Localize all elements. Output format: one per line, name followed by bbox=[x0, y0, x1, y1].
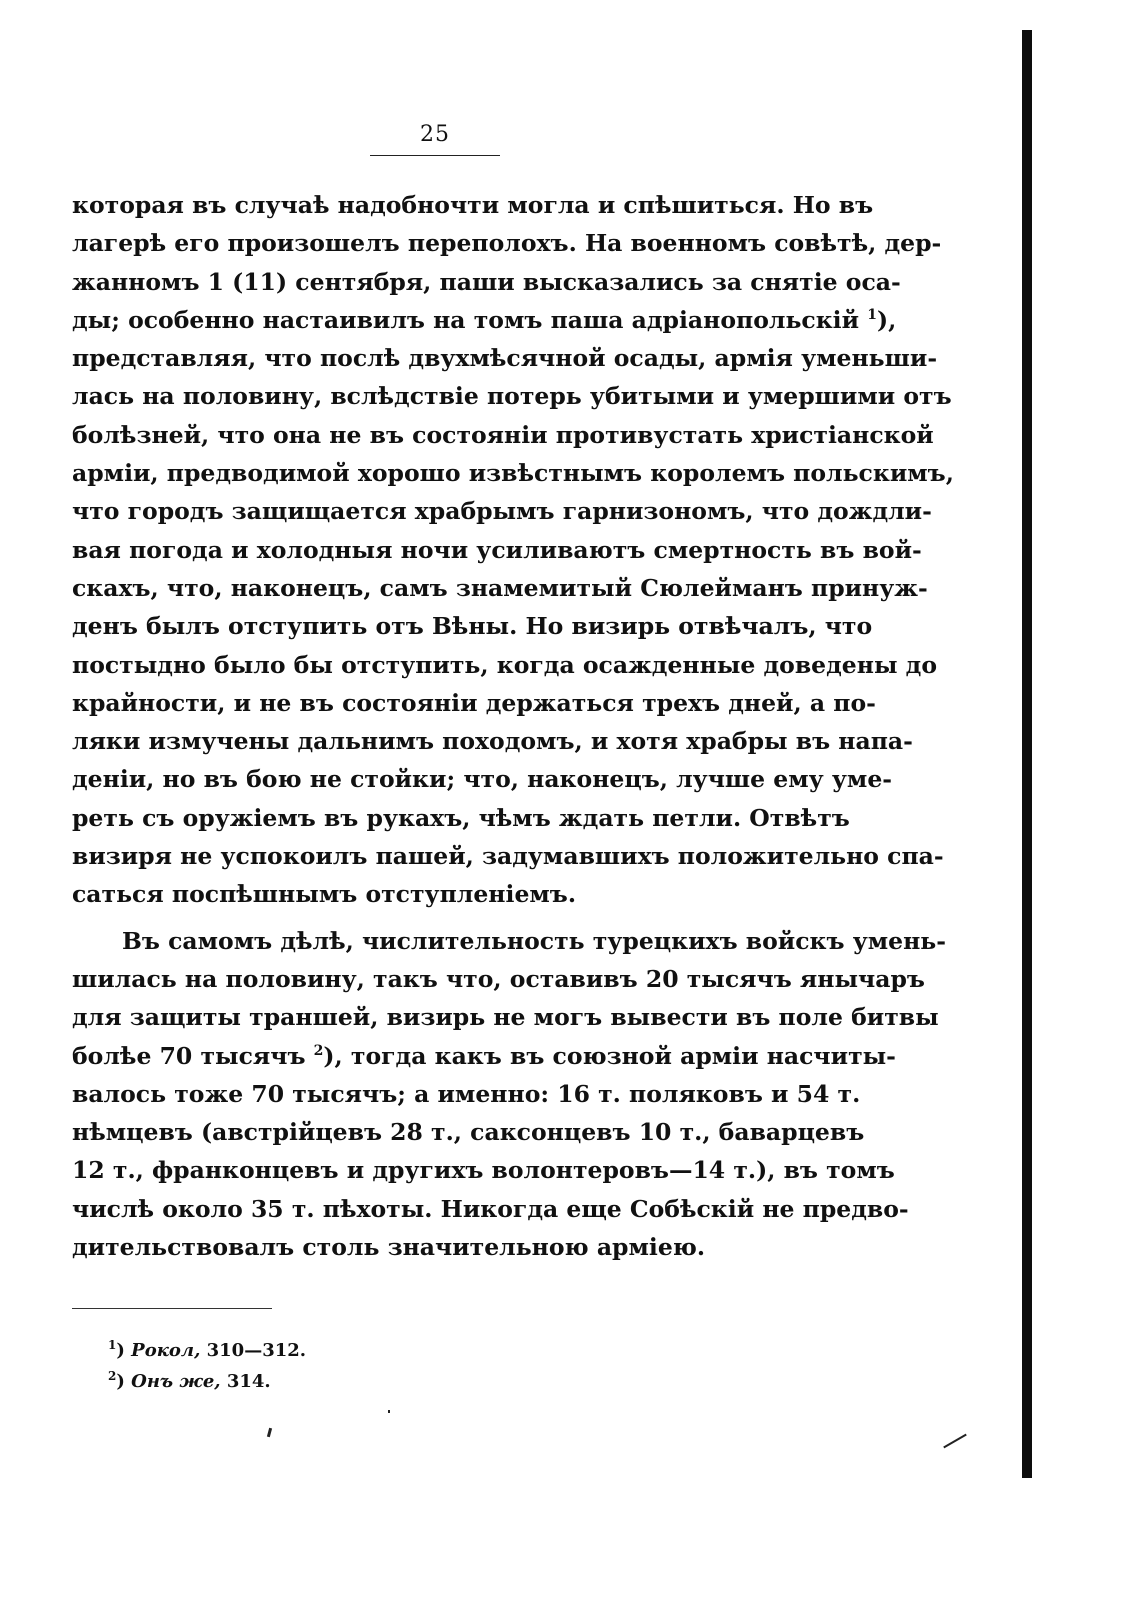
paragraph-2 bbox=[72, 922, 947, 1267]
text-line: валось тоже 70 тысячъ; а именно: 16 т. поляковъ и 54 т. bbox=[72, 1079, 861, 1108]
text-line bbox=[72, 1037, 896, 1075]
text-line: денъ былъ отступить отъ Вѣны. Но визирь отвѣчалъ, что bbox=[72, 612, 873, 641]
footnote-source: Онъ же, bbox=[131, 1371, 221, 1392]
text-line: жанномъ 1 (11) сентября, паши высказались за снятіе оса- bbox=[72, 267, 901, 296]
text-line: арміи, предводимой хорошо извѣстнымъ королемъ польскимъ, bbox=[72, 459, 954, 488]
scan-speck bbox=[943, 1434, 967, 1449]
text-line: Въ самомъ дѣлѣ, числительность турецкихъ войскъ умень- bbox=[122, 926, 947, 955]
scan-speck bbox=[267, 1428, 272, 1437]
text-line-tail: ), bbox=[876, 305, 897, 334]
text-line: деніи, но въ бою не стойки; что, наконецъ, лучше ему уме- bbox=[72, 765, 893, 794]
text-line: для защиты траншей, визирь не могъ вывести въ поле битвы bbox=[72, 1003, 939, 1032]
text-line: крайности, и не въ состояніи держаться трехъ дней, а по- bbox=[72, 688, 876, 717]
footnote-mark: 1 bbox=[108, 1338, 117, 1352]
footnote-mark-suffix: ) bbox=[116, 1340, 125, 1361]
text-line: дительствовалъ столь значительною арміею. bbox=[72, 1233, 706, 1262]
text-line-body: ды; особенно настаивилъ на томъ паша адріанопольскій bbox=[72, 305, 860, 334]
text-line: ляки измучены дальнимъ походомъ, и хотя храбры въ напа- bbox=[72, 727, 913, 756]
text-line: 12 т., франконцевъ и другихъ волонтеровъ—14 т.), въ томъ bbox=[72, 1156, 895, 1185]
text-line: лагерѣ его произошелъ переполохъ. На военномъ совѣтѣ, дер- bbox=[72, 229, 942, 258]
text-line: вая погода и холодныя ночи усиливаютъ смертность въ вой- bbox=[72, 535, 922, 564]
footnote-mark-suffix: ) bbox=[116, 1371, 125, 1392]
text-line: реть съ оружіемъ въ рукахъ, чѣмъ ждать петли. Отвѣтъ bbox=[72, 803, 850, 832]
footnote-ref: 1 bbox=[867, 307, 877, 324]
footnote bbox=[108, 1335, 306, 1366]
text-line: болѣзней, что она не въ состояніи противустать христіанской bbox=[72, 420, 934, 449]
page-number-rule bbox=[370, 155, 500, 156]
text-line-tail: ), тогда какъ въ союзной арміи насчиты- bbox=[323, 1041, 896, 1070]
text-line: шилась на половину, такъ что, оставивъ 20 тысячъ янычаръ bbox=[72, 964, 925, 993]
footnote-pages: 310—312. bbox=[206, 1340, 307, 1361]
footnote-pages: 314. bbox=[226, 1371, 271, 1392]
text-line: что городъ защищается храбрымъ гарнизономъ, что дождли- bbox=[72, 497, 932, 526]
footnote-mark: 2 bbox=[108, 1369, 117, 1383]
main-text bbox=[72, 186, 954, 1266]
binding-edge bbox=[1022, 30, 1032, 1478]
text-line: скахъ, что, наконецъ, самъ знамемитый Сюлейманъ принуж- bbox=[72, 573, 928, 602]
page-number: 25 bbox=[420, 122, 450, 147]
footnote-ref: 2 bbox=[313, 1042, 324, 1059]
text-line: лась на половину, вслѣдствіе потерь убитыми и умершими отъ bbox=[72, 382, 952, 411]
text-line: постыдно было бы отступить, когда осажденные доведены до bbox=[72, 650, 938, 679]
text-line: саться поспѣшнымъ отступленіемъ. bbox=[72, 880, 577, 909]
text-line bbox=[72, 301, 897, 339]
footnotes bbox=[108, 1335, 306, 1397]
text-line: визиря не успокоилъ пашей, задумавшихъ положительно спа- bbox=[72, 842, 944, 871]
footnote-source: Рокол, bbox=[131, 1340, 201, 1361]
footnote bbox=[108, 1366, 306, 1397]
text-line: числѣ около 35 т. пѣхоты. Никогда еще Собѣскій не предво- bbox=[72, 1194, 909, 1223]
scan-speck bbox=[388, 1410, 390, 1413]
text-line: которая въ случаѣ надобночти могла и спѣшиться. Но въ bbox=[72, 191, 874, 219]
text-line: нѣмцевъ (австрійцевъ 28 т., саксонцевъ 10 т., баварцевъ bbox=[72, 1118, 865, 1147]
text-line: представляя, что послѣ двухмѣсячной осады, армія уменьши- bbox=[72, 344, 938, 373]
footnote-rule bbox=[72, 1308, 272, 1309]
text-line-body: болѣе 70 тысячъ bbox=[72, 1041, 306, 1070]
